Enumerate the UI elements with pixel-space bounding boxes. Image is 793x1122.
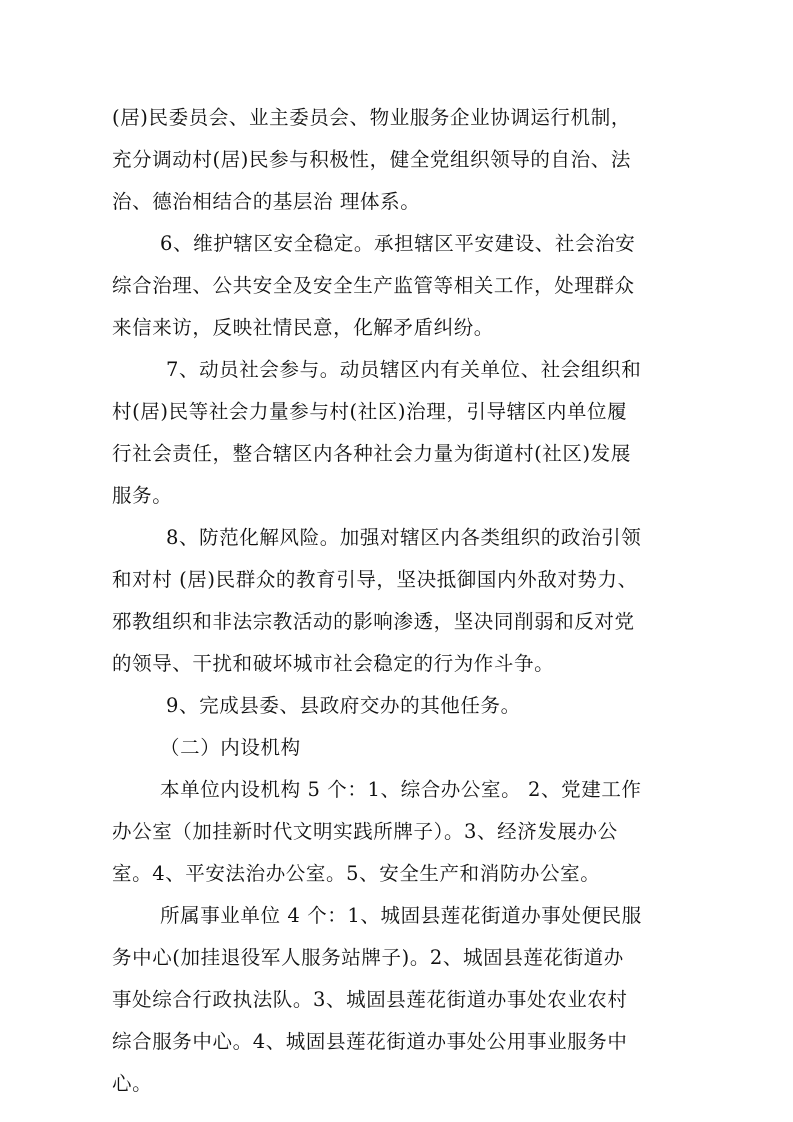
section-heading: （二）内设机构 [160,736,301,759]
paragraph-9: 9、完成县委、县政府交办的其他任务。 [166,694,521,717]
text-line: 综合治理、公共安全及安全生产监管等相关工作，处理群众 [112,274,635,297]
text-line: 办公室（加挂新时代文明实践所牌子）。3、经济发展办公 [112,820,618,843]
text-line: 村(居)民等社会力量参与村(社区)治理，引导辖区内单位履 [112,400,628,423]
paragraph-affiliated-start: 所属事业单位 4 个：1、城固县莲花街道办事处便民服 [160,904,642,927]
text-line: 充分调动村(居)民参与积极性，健全党组织领导的自治、法 [112,148,631,171]
text-line: 和对村 (居)民群众的教育引导，坚决抵御国内外敌对势力、 [112,568,638,591]
paragraph-7-start: 7、动员社会参与。动员辖区内有关单位、社会组织和 [166,358,642,381]
text-line: 事处综合行政执法队。3、城固县莲花街道办事处农业农村 [112,988,628,1011]
paragraph-6-start: 6、维护辖区安全稳定。承担辖区平安建设、社会治安 [160,232,636,255]
paragraph-internal-start: 本单位内设机构 5 个：1、综合办公室。 2、党建工作 [160,778,642,801]
text-line: 邪教组织和非法宗教活动的影响渗透，坚决同削弱和反对党 [112,610,635,633]
text-line: 综合服务中心。4、城固县莲花街道办事处公用事业服务中 [112,1030,628,1053]
text-line: 来信来访，反映社情民意，化解矛盾纠纷。 [112,316,494,339]
text-line: (居)民委员会、业主委员会、物业服务企业协调运行机制， [112,106,631,129]
text-line: 务中心(加挂退役军人服务站牌子)。2、城固县莲花街道办 [112,946,624,969]
text-line: 行社会责任，整合辖区内各种社会力量为街道村(社区)发展 [112,442,631,465]
text-line: 的领导、干扰和破坏城市社会稳定的行为作斗争。 [112,652,555,675]
text-line: 治、德治相结合的基层治 理体系。 [112,190,421,213]
text-line: 服务。 [112,484,173,507]
text-line: 室。4、平安法治办公室。5、安全生产和消防办公室。 [112,862,601,885]
text-line: 心。 [112,1072,153,1095]
paragraph-8-start: 8、防范化解风险。加强对辖区内各类组织的政治引领 [166,526,642,549]
